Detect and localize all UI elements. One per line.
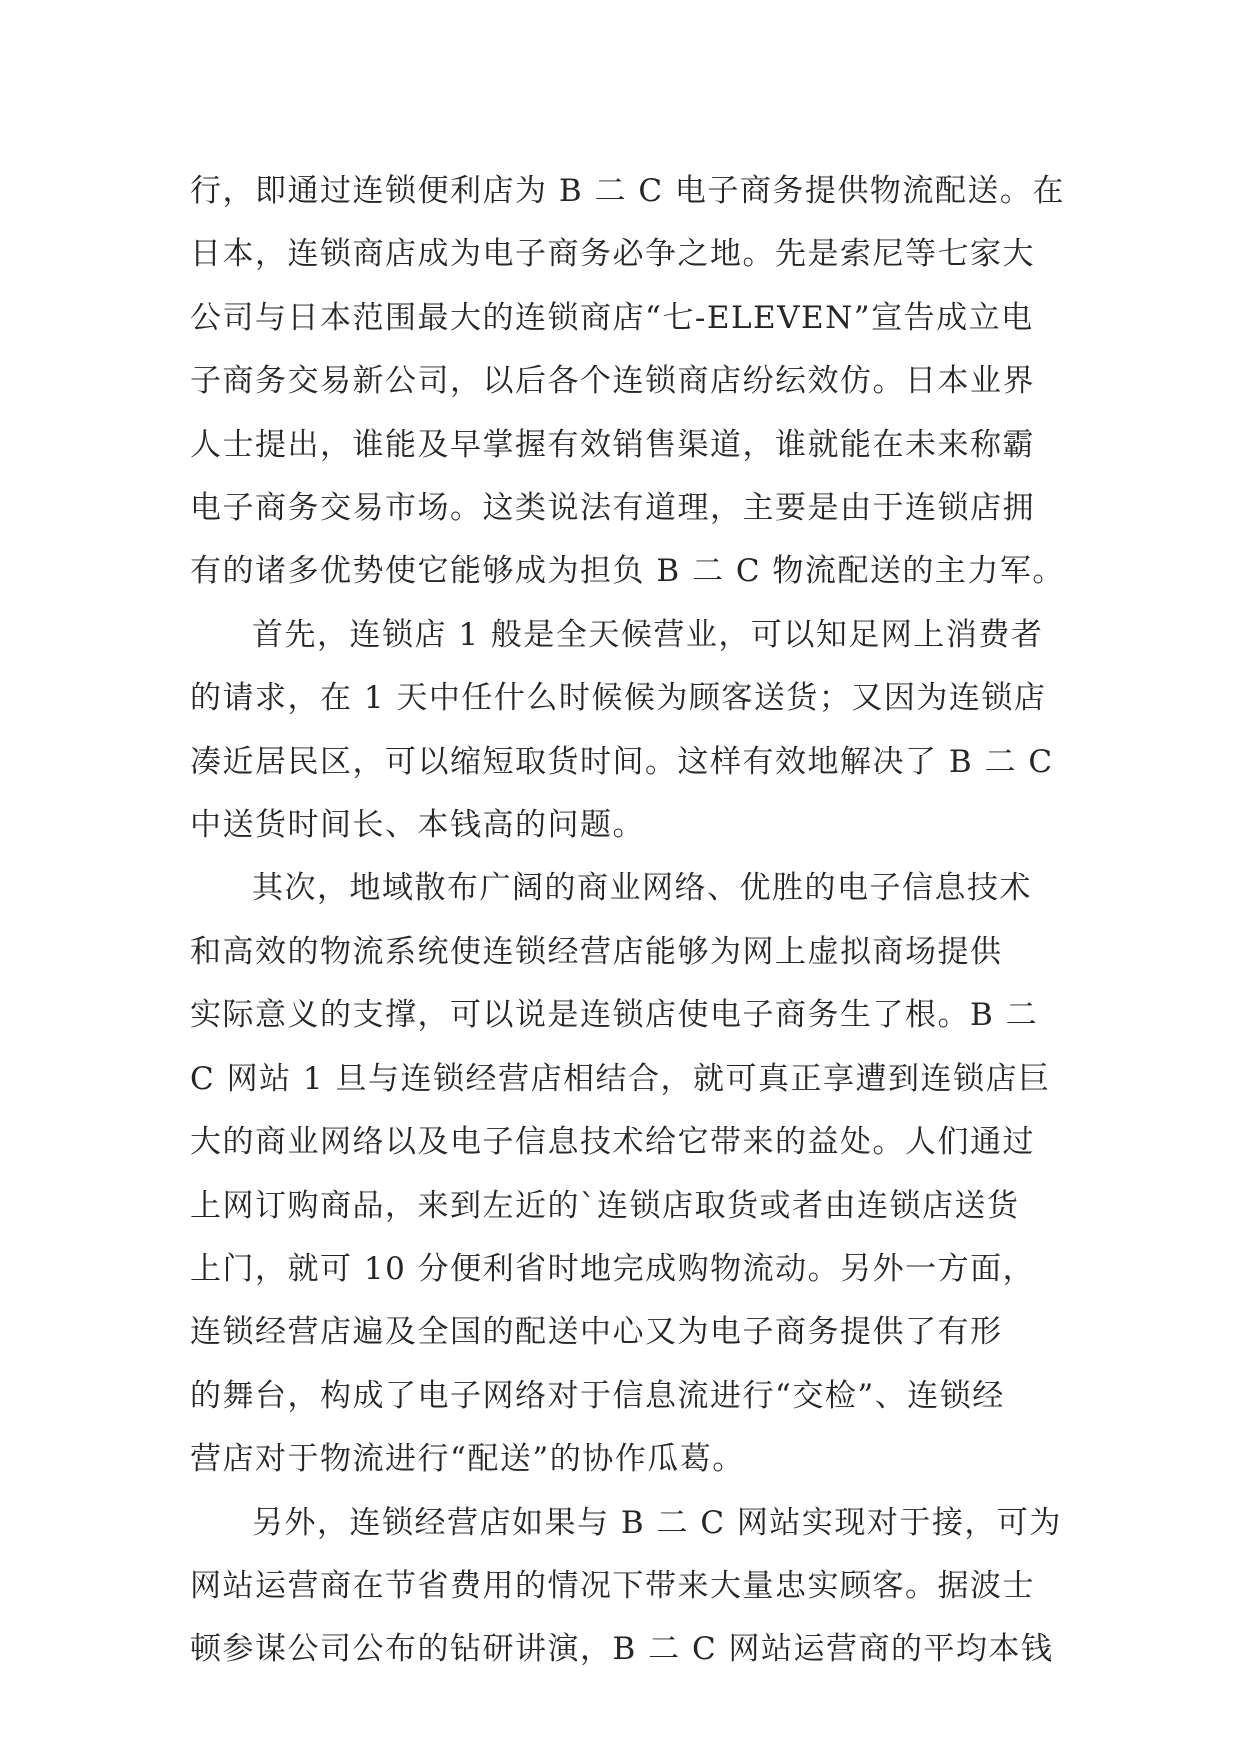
text-line: 上网订购商品，来到左近的`连锁店取货或者由连锁店送货 [190, 1187, 1020, 1224]
text-line: 的请求，在 1 天中任什么时候候为顾客送货；又因为连锁店 [190, 680, 1047, 717]
text-line: C 网站 1 旦与连锁经营店相结合，就可真正享遭到连锁店巨 [190, 1060, 1051, 1097]
text-line: 网站运营商在节省费用的情况下带来大量忠实顾客。据波士 [190, 1567, 1035, 1604]
text-line: 顿参谋公司公布的钻研讲演，B 二 C 网站运营商的平均本钱 [190, 1631, 1054, 1668]
text-line: 另外，连锁经营店如果与 B 二 C 网站实现对于接，可为 [252, 1504, 1062, 1541]
text-line: 和高效的物流系统使连锁经营店能够为网上虚拟商场提供 [190, 933, 1003, 970]
paragraph-1 [190, 160, 1070, 604]
text-line: 首先，连锁店 1 般是全天候营业，可以知足网上消费者 [252, 616, 1044, 653]
text-line: 人士提出，谁能及早掌握有效销售渠道，谁就能在未来称霸 [190, 426, 1035, 463]
text-line: 营店对于物流进行“配送”的协作瓜葛。 [190, 1441, 745, 1478]
text-line: 大的商业网络以及电子信息技术给它带来的益处。人们通过 [190, 1124, 1035, 1161]
text-line: 有的诸多优势使它能够成为担负 B 二 C 物流配送的主力军。 [190, 553, 1065, 590]
text-line: 子商务交易新公司，以后各个连锁商店纷纭效仿。日本业界 [190, 363, 1035, 400]
text-line: 其次，地域散布广阔的商业网络、优胜的电子信息技术 [252, 870, 1032, 907]
paragraph-4 [190, 1492, 1070, 1682]
paragraph-3 [190, 857, 1070, 1491]
text-line: 连锁经营店遍及全国的配送中心又为电子商务提供了有形 [190, 1314, 1003, 1351]
text-line: 中送货时间长、本钱高的问题。 [190, 807, 645, 844]
text-line: 日本，连锁商店成为电子商务必争之地。先是索尼等七家大 [190, 236, 1035, 273]
body-text [190, 160, 1070, 1682]
text-line: 实际意义的支撑，可以说是连锁店使电子商务生了根。B 二 [190, 997, 1039, 1034]
paragraph-2 [190, 604, 1070, 858]
text-line: 凑近居民区，可以缩短取货时间。这样有效地解决了 B 二 C [190, 743, 1054, 780]
text-line: 上门，就可 10 分便利省时地完成购物流动。另外一方面， [190, 1250, 1036, 1287]
text-line: 行，即通过连锁便利店为 B 二 C 电子商务提供物流配送。在 [190, 173, 1065, 209]
text-line: 的舞台，构成了电子网络对于信息流进行“交检”、连锁经 [190, 1377, 1005, 1414]
text-line: 公司与日本范围最大的连锁商店“七-ELEVEN”宣告成立电 [190, 299, 1034, 336]
text-line: 电子商务交易市场。这类说法有道理，主要是由于连锁店拥 [190, 490, 1035, 527]
